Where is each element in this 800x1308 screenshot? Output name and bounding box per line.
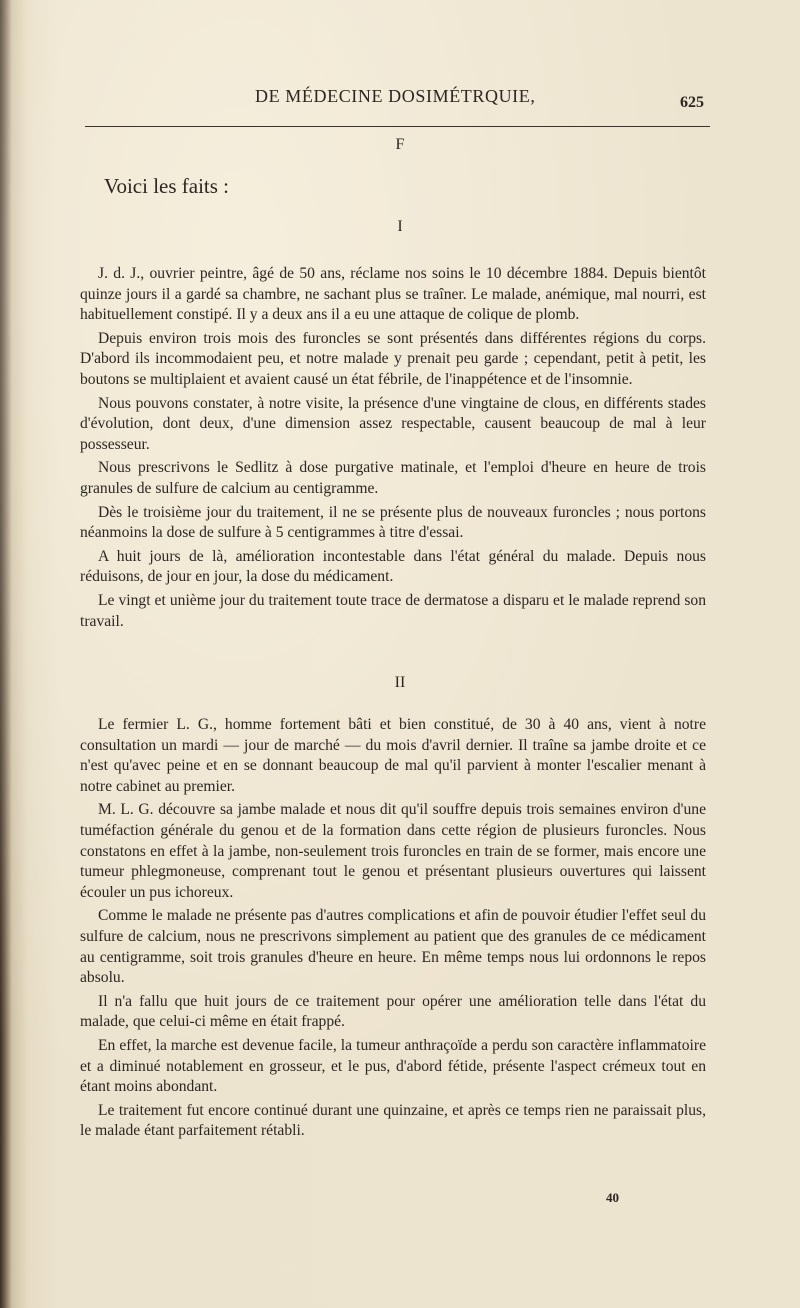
paragraph: Dès le troisième jour du traitement, il ne se présente plus de nouveaux furoncles ; nous portons néanmoins la dose de sulfure à 5 centigrammes à titre d'essai. [80,503,706,542]
running-title: DE MÉDECINE DOSIMÉTRQUIE, [255,86,536,106]
paragraph: Comme le malade ne présente pas d'autres complications et afin de pouvoir étudier l'effet seul du sulfure de calcium, nous ne prescrivons simplement au patient que des granules de ce médicament au centigramme, soit trois granules d'heure en heure. En même temps nous lui ordonnons le repos absolu. [80,907,706,987]
paragraph: Nous pouvons constater, à notre visite, la présence d'une vingtaine de clous, en différents stades d'évolution, dont deux, d'une dimension assez respectable, causent beaucoup de mal à leur possesseur. [80,394,706,453]
paragraph: A huit jours de là, amélioration incontestable dans l'état général du malade. Depuis nous réduisons, de jour en jour, la dose du médicament. [80,547,706,586]
signature-mark: 40 [606,1190,619,1205]
paragraph: En effet, la marche est devenue facile, la tumeur anthraçoïde a perdu son caractère inflammatoire et a diminué notablement en grosseur, et le pus, d'abord fétide, présente l'aspect crémeux tout en étant moins abondant. [80,1036,706,1096]
paragraph: Le vingt et unième jour du traitement toute trace de dermatose a disparu et le malade reprend son travail. [80,591,706,630]
paragraph: M. L. G. découvre sa jambe malade et nous dit qu'il souffre depuis trois semaines environ d'une tuméfaction générale du genou et de la formation dans cette région de plusieurs furoncles. Nous constatons en effet à la jambe, non-seulement trois furoncles en train de se former, mais encore une tumeur phlegmoneuse, comprenant tout le genou et présentant plusieurs ouvertures qui laissent écouler un pus ichoreux. [80,801,706,901]
case-2-text [80,715,706,1145]
section-letter: F [395,136,405,153]
intro-heading: Voici les faits : [104,174,230,198]
paragraph: Le traitement fut encore continué durant une quinzaine, et après ce temps rien ne paraissait plus, le malade étant parfaitement rétabli. [80,1101,706,1140]
paragraph: Nous prescrivons le Sedlitz à dose purgative matinale, et l'emploi d'heure en heure de trois granules de sulfure de calcium au centigramme. [80,459,706,497]
page-header [85,86,710,127]
paragraph: Depuis environ trois mois des furoncles se sont présentés dans différentes régions du corps. D'abord ils incommodaient peu, et notre malade y prenait peu garde ; cependant, petit à petit, les boutons se multiplaient et avaient causé un état fébrile, de l'inappétence et de l'insomnie. [80,329,706,388]
case-2-numeral: II [394,674,406,691]
case-1-text [80,264,706,635]
paragraph: Le fermier L. G., homme fortement bâti et bien constitué, de 30 à 40 ans, vient à notre consultation un mardi — jour de marché — du mois d'avril dernier. Il traîne sa jambe droite et ce n'est qu'avec peine et en se donnant beaucoup de mal qu'il parvient à monter l'escalier menant à notre cabinet au premier. [80,716,706,795]
paragraph: J. d. J., ouvrier peintre, âgé de 50 ans, réclame nos soins le 10 décembre 1884. Depuis bientôt quinze jours il a gardé sa chambre, ne sachant plus se traîner. Le malade, anémique, mal nourri, est habituellement constipé. Il y a deux ans il a eu une attaque de colique de plomb. [80,265,706,324]
paragraph: Il n'a fallu que huit jours de ce traitement pour opérer une amélioration telle dans l'état du malade, que celui-ci même en était frappé. [80,992,706,1031]
case-1-numeral: I [397,218,403,235]
page-number: 625 [680,94,704,111]
